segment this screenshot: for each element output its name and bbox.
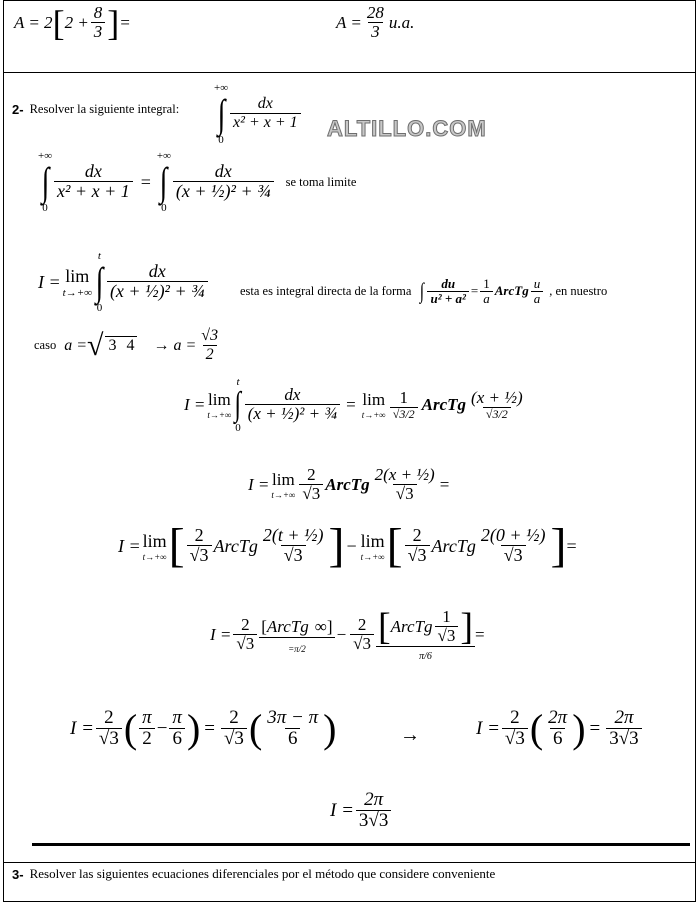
I-lhs: I =: [210, 625, 232, 644]
upper-limit: t: [97, 250, 101, 262]
step-arithmetic: [70, 705, 337, 751]
denominator: √3/2: [483, 407, 511, 421]
equals: =: [589, 717, 601, 739]
denominator: 6: [550, 728, 566, 750]
denominator: (x + ½)² + ¾: [173, 181, 274, 202]
coefficient: [405, 526, 430, 566]
lim: lim: [142, 530, 167, 551]
final-fraction: [606, 708, 641, 750]
paren-open: (: [529, 705, 544, 751]
bracket-open: [: [52, 2, 65, 43]
direct-integral-note: [240, 277, 607, 306]
problem-statement: Resolver las siguientes ecuaciones diferenciales por el método que considere conveniente: [29, 866, 496, 881]
lower-limit: 0: [235, 422, 241, 434]
numerator: dx: [148, 261, 166, 282]
integral-sign: ∫: [160, 159, 168, 204]
sqrt-radicand: [105, 336, 137, 355]
step-apply-formula: [184, 376, 528, 434]
denominator: √3: [221, 728, 247, 750]
bracket-open: [: [261, 616, 267, 636]
I-lhs: I =: [330, 799, 354, 821]
equals: =: [346, 395, 356, 414]
numerator: π: [172, 707, 182, 728]
bracket-close: ]: [460, 606, 474, 648]
brace-value: π/6: [419, 651, 432, 662]
argument-upper: [260, 526, 327, 566]
final-fraction: [356, 790, 391, 832]
top-border: [3, 0, 695, 1]
sqrt-sign: √: [87, 328, 104, 362]
lim-subscript: t→+∞: [361, 410, 386, 420]
area-result: [336, 4, 414, 42]
denominator: √3: [435, 626, 459, 646]
numerator: u: [533, 276, 541, 291]
integral-sign: ∫: [420, 278, 425, 304]
watermark-text: ALTILLO.COM: [327, 116, 487, 141]
lim: lim: [272, 469, 295, 489]
paren-close: ): [572, 705, 586, 751]
lim-subscript: t→+∞: [207, 410, 232, 420]
lower-limit: 0: [161, 202, 167, 214]
equals: =: [119, 12, 131, 32]
numerator: 28: [366, 3, 384, 22]
equals: =: [475, 625, 485, 644]
denominator: 3√3: [356, 810, 391, 832]
lim-subscript: t→+∞: [142, 551, 167, 562]
numerator: 2π: [614, 707, 634, 728]
minus: −: [336, 625, 347, 644]
step-limits-values: [210, 608, 485, 662]
denominator: √3: [393, 484, 417, 504]
denominator: 3√3: [606, 728, 641, 750]
caso-label: caso: [34, 338, 57, 353]
denominator: a: [531, 291, 544, 306]
area-unit: u.a.: [388, 12, 415, 32]
two-pi-over-6: [545, 708, 570, 750]
note-continue: , en nuestro: [549, 283, 608, 298]
a-result: [198, 328, 221, 363]
denominator: √3/2: [390, 407, 418, 421]
arctg: ArcTg: [421, 395, 467, 414]
paren-open: (: [123, 705, 138, 751]
equals: =: [470, 283, 479, 299]
brace-value: =π/2: [288, 643, 306, 654]
denominator: 2: [139, 728, 155, 750]
coefficient: [299, 466, 323, 504]
numerator: (x + ½): [471, 387, 523, 407]
area-lhs: A = 2: [14, 12, 53, 32]
denominator: √3: [350, 634, 374, 654]
final-result: [330, 790, 393, 832]
lower-limit: 0: [218, 134, 224, 146]
coefficient: [502, 708, 528, 750]
coefficient: [390, 389, 418, 421]
I-lhs: I =: [118, 535, 141, 556]
bracket-close: ]: [107, 2, 120, 43]
upper-limit: +∞: [38, 150, 53, 162]
denominator: √3: [501, 545, 526, 566]
numerator: 2: [357, 615, 367, 635]
integrand-completed: [173, 162, 274, 202]
arctg: ArcTg: [390, 617, 433, 636]
argument-lower: [478, 526, 549, 566]
numerator: √3: [201, 327, 219, 344]
problem-3-heading: [12, 866, 495, 882]
denominator: √3: [299, 484, 323, 504]
denominator: 6: [285, 728, 301, 750]
paren-open: (: [248, 705, 263, 751]
denominator: u² + a²: [427, 291, 468, 306]
a-value: [34, 328, 223, 363]
numerator: π: [142, 707, 152, 728]
denominator: √3: [281, 545, 306, 566]
numerator: 2: [241, 615, 250, 635]
lim-subscript: t→+∞: [271, 489, 296, 500]
denominator: a: [480, 291, 493, 306]
problem-2-heading: [12, 102, 179, 117]
arctg: ArcTg: [431, 535, 476, 556]
paren-close: ): [323, 705, 337, 751]
denominator: √3: [502, 728, 528, 750]
bottom-border: [3, 901, 695, 902]
integral-statement: [214, 78, 303, 146]
numerator: 2: [104, 707, 114, 728]
a-result-lhs: → a =: [153, 336, 197, 354]
denominator: (x + ½)² + ¾: [107, 281, 208, 302]
numerator: 3: [108, 337, 117, 355]
denominator: x² + x + 1: [54, 181, 133, 202]
brace-pi-2: [259, 617, 334, 654]
minus: −: [156, 717, 168, 739]
equals: =: [566, 535, 577, 556]
denominator: √3: [187, 545, 212, 566]
equals: =: [140, 171, 151, 192]
area-result-lhs: A =: [336, 12, 362, 32]
numerator: 2: [307, 465, 316, 484]
integrand: [245, 386, 340, 424]
note-limit: se toma limite: [285, 174, 357, 189]
denominator: 3: [368, 22, 383, 42]
arrow-icon: [400, 724, 420, 747]
arctg: ArcTg: [266, 616, 309, 636]
equals: =: [439, 474, 450, 494]
lower-limit: 0: [96, 302, 103, 314]
fraction-8-3: [91, 4, 106, 42]
argument: [435, 608, 459, 646]
bracket-close: ]: [328, 519, 345, 572]
numerator: dx: [284, 385, 301, 405]
section-divider-2: [3, 862, 695, 863]
upper-limit: t: [236, 376, 240, 388]
numerator: 1: [442, 607, 451, 627]
numerator: 1: [483, 276, 490, 291]
coefficient: [233, 616, 257, 654]
watermark-logo: [327, 116, 487, 142]
step-limit-definition: [38, 250, 210, 314]
bracket-close: ]: [550, 519, 567, 572]
formula-coefficient: [480, 277, 493, 306]
problem-number: 2-: [12, 102, 24, 117]
upper-limit: +∞: [214, 82, 229, 94]
denominator: 6: [169, 728, 185, 750]
combined-fraction: [264, 708, 321, 750]
step-evaluate-bounds: [118, 519, 577, 572]
paren-close: ): [186, 705, 201, 751]
numerator: 2(x + ½): [374, 465, 435, 484]
numerator: 2: [412, 525, 422, 546]
coefficient: [350, 616, 374, 654]
numerator: 2(t + ½): [262, 525, 324, 546]
lim: lim: [208, 390, 231, 409]
numerator: du: [441, 276, 456, 291]
denominator: √3: [233, 634, 257, 654]
integral-sign: ∫: [95, 259, 104, 304]
lim-subscript: t→+∞: [62, 286, 92, 299]
denominator: √3: [405, 545, 430, 566]
arctg: ArcTg: [494, 283, 529, 299]
integral-sign: ∫: [234, 386, 242, 423]
I-lhs: I =: [476, 717, 500, 739]
integral-sign: ∫: [217, 91, 225, 136]
result-underline: [32, 843, 690, 846]
I-lhs: I =: [248, 474, 270, 494]
denominator: 3: [91, 22, 106, 42]
step-arithmetic-result: [476, 705, 644, 751]
integrand: [230, 96, 301, 131]
numerator: dx: [84, 161, 102, 182]
I-lhs: I =: [184, 395, 206, 414]
numerator: 2π: [548, 707, 568, 728]
coefficient: [96, 708, 122, 750]
numerator: 2: [194, 525, 204, 546]
integral-sign: ∫: [41, 159, 49, 204]
bracket-close: ]: [326, 616, 333, 636]
bracket-open: [: [386, 519, 403, 572]
numerator: 2(0 + ½): [480, 525, 546, 546]
brace-pi-6: [376, 608, 475, 662]
numerator: dx: [257, 95, 273, 113]
lim-subscript: t→+∞: [360, 551, 385, 562]
section-divider-1: [3, 72, 695, 73]
integrand: [54, 162, 133, 202]
problem-number: 3-: [12, 866, 24, 882]
step-complete-square: [38, 150, 356, 214]
area-expression: [14, 4, 131, 42]
coefficient: [221, 708, 247, 750]
numerator: 2π: [364, 789, 384, 810]
a-def: a =: [64, 336, 88, 354]
formula-argument: [531, 277, 544, 306]
upper-limit: +∞: [156, 150, 171, 162]
denominator: √3: [96, 728, 122, 750]
integrand: [107, 262, 208, 302]
I-lhs: I =: [70, 717, 94, 739]
denominator: 2: [203, 345, 217, 364]
arrow: →: [400, 724, 420, 746]
denominator: 4: [123, 336, 137, 354]
infinity: ∞: [314, 616, 327, 636]
numerator: dx: [214, 161, 232, 182]
denominator: (x + ½)² + ¾: [245, 404, 340, 424]
fraction-28-3: [364, 4, 387, 42]
denominator: x² + x + 1: [230, 113, 301, 132]
numerator: 2: [229, 707, 239, 728]
numerator: 1: [399, 387, 408, 407]
pi-over-2: [139, 708, 155, 750]
arctg: ArcTg: [213, 535, 258, 556]
pi-over-6: [169, 708, 185, 750]
argument: [372, 466, 438, 504]
area-sum: 2 +: [64, 12, 89, 32]
equals: =: [204, 717, 215, 739]
lower-limit: 0: [42, 202, 48, 214]
numerator: 3π − π: [267, 707, 319, 728]
numerator: 8: [93, 3, 103, 22]
lim: lim: [65, 265, 90, 286]
standard-formula: [419, 277, 545, 306]
step-simplify: [248, 466, 449, 504]
arctg: ArcTg: [325, 474, 370, 494]
numerator: 2: [510, 707, 520, 728]
I-lhs: I =: [38, 271, 61, 292]
bracket-open: [: [378, 606, 391, 648]
lim: lim: [360, 530, 385, 551]
minus: −: [346, 535, 357, 556]
coefficient: [187, 526, 212, 566]
argument: [468, 389, 526, 421]
bracket-open: [: [168, 519, 185, 572]
lim: lim: [362, 390, 386, 409]
problem-statement: Resolver la siguiente integral:: [29, 102, 180, 116]
formula-integrand: [427, 277, 468, 306]
note-direct: esta es integral directa de la forma: [240, 283, 412, 298]
